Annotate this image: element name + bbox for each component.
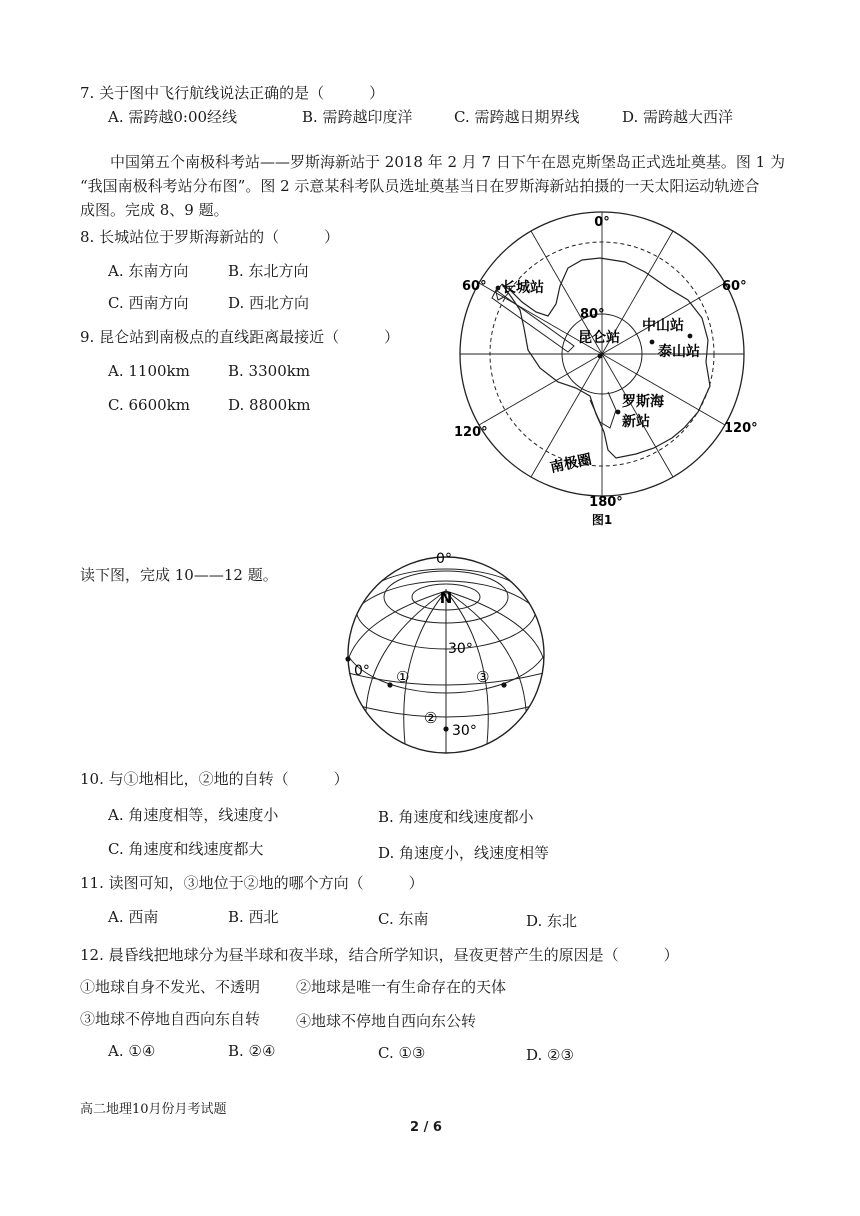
q8-option-d: D. 西北方向 xyxy=(228,294,310,312)
zhongshan-station-dot xyxy=(688,334,693,339)
q11-option-c: C. 东南 xyxy=(378,910,429,928)
ross-sea-outline xyxy=(590,392,616,428)
lon-top-label: 0° xyxy=(594,215,610,230)
q10-stem: 10. 与①地相比，②地的自转（ ） xyxy=(80,770,349,788)
q7-option-c: C. 需跨越日期界线 xyxy=(454,108,580,126)
q7-stem: 7. 关于图中飞行航线说法正确的是（ ） xyxy=(80,84,385,102)
q12-option-a: A. ①④ xyxy=(108,1042,156,1060)
fig1-caption: 图1 xyxy=(591,513,613,527)
antarctic-circle-label: 南极圈 xyxy=(548,451,594,476)
lon-120-right-label: 120° xyxy=(724,421,758,436)
q9-option-c: C. 6600km xyxy=(108,396,190,414)
q9-stem: 9. 昆仑站到南极点的直线距离最接近（ ） xyxy=(80,328,400,346)
q10-option-c: C. 角速度和线速度都大 xyxy=(108,840,264,858)
lat-80-label: 80° xyxy=(580,307,605,322)
lon-120-left-label: 120° xyxy=(454,425,488,440)
q7-option-d: D. 需跨越大西洋 xyxy=(622,108,734,126)
q11-stem: 11. 读图可知，③地位于②地的哪个方向（ ） xyxy=(80,874,424,892)
kunlun-station-dot xyxy=(598,354,603,359)
lat-30-upper-label: 30° xyxy=(448,641,473,657)
q8-option-b: B. 东北方向 xyxy=(228,262,309,280)
q8-stem: 8. 长城站位于罗斯海新站的（ ） xyxy=(80,228,340,246)
point-3-dot xyxy=(501,682,506,687)
q11-option-a: A. 西南 xyxy=(108,908,159,926)
lat-30-lower-label: 30° xyxy=(452,723,477,739)
meridian-lines xyxy=(460,212,744,496)
fig2-top-label: 0° xyxy=(436,551,452,567)
point-2-dot xyxy=(443,726,448,731)
q9-option-d: D. 8800km xyxy=(228,396,311,414)
point-1-label: ① xyxy=(396,668,410,686)
q12-option-c: C. ①③ xyxy=(378,1044,426,1062)
q11-option-b: B. 西北 xyxy=(228,908,279,926)
zhongshan-station-label: 中山站 xyxy=(642,318,684,334)
passage-line3: 成图。完成 8、9 题。 xyxy=(80,201,229,219)
point-3-label: ③ xyxy=(476,668,490,686)
q10-option-a: A. 角速度相等，线速度小 xyxy=(108,806,279,824)
point-left-edge-dot xyxy=(345,656,350,661)
point-2-label: ② xyxy=(424,709,438,727)
rosshai-station-dot xyxy=(616,410,621,415)
passage-line1: 中国第五个南极科考站——罗斯海新站于 2018 年 2 月 7 日下午在恩克斯堡岛正式选址奠基。图 1 为 xyxy=(110,153,785,171)
q7-option-a: A. 需跨越0:00经线 xyxy=(108,108,238,126)
exam-title-footer: 高二地理10月份月考试题 xyxy=(80,1102,227,1117)
lon-60-right-label: 60° xyxy=(722,279,747,294)
q8-option-a: A. 东南方向 xyxy=(108,262,189,280)
intro-q10-12: 读下图，完成 10——12 题。 xyxy=(80,566,278,584)
antarctic-station-map xyxy=(440,200,770,530)
q9-option-a: A. 1100km xyxy=(108,362,190,380)
q10-option-b: B. 角速度和线速度都小 xyxy=(378,808,534,826)
taishan-station-label: 泰山站 xyxy=(658,344,700,360)
q12-option-b: B. ②④ xyxy=(228,1042,276,1060)
q12-item-4: ④地球不停地自西向东公转 xyxy=(296,1012,477,1030)
kunlun-station-label: 昆仑站 xyxy=(578,330,620,346)
q7-option-b: B. 需跨越印度洋 xyxy=(302,108,413,126)
rosshai-station-label-2: 新站 xyxy=(622,414,650,430)
taishan-station-dot xyxy=(650,340,655,345)
north-pole-label: N xyxy=(439,589,453,607)
passage-line2: “我国南极科考站分布图”。图 2 示意某科考队员选址奠基当日在罗斯海新站拍摄的一天太阳运动轨迹合 xyxy=(80,177,760,195)
q10-option-d: D. 角速度小，线速度相等 xyxy=(378,844,550,862)
q12-stem: 12. 晨昏线把地球分为昼半球和夜半球，结合所学知识，昼夜更替产生的原因是（ ） xyxy=(80,946,679,964)
changcheng-station-dot xyxy=(496,286,501,291)
page-number: 2 / 6 xyxy=(410,1120,442,1135)
q9-option-b: B. 3300km xyxy=(228,362,311,380)
q12-item-3: ③地球不停地自西向东自转 xyxy=(80,1010,261,1028)
changcheng-station-label: 长城站 xyxy=(502,280,544,296)
q8-option-c: C. 西南方向 xyxy=(108,294,189,312)
point-1-dot xyxy=(387,682,392,687)
equator-label: 0° xyxy=(354,663,370,679)
lon-bottom-label: 180° xyxy=(589,495,623,510)
q12-item-1: ①地球自身不发光、不透明 xyxy=(80,978,261,996)
q12-option-d: D. ②③ xyxy=(526,1046,574,1064)
lon-60-left-label: 60° xyxy=(462,279,487,294)
q11-option-d: D. 东北 xyxy=(526,912,578,930)
q12-item-2: ②地球是唯一有生命存在的天体 xyxy=(296,978,507,996)
rosshai-station-label-1: 罗斯海 xyxy=(622,394,664,410)
globe-diagram xyxy=(336,545,556,755)
